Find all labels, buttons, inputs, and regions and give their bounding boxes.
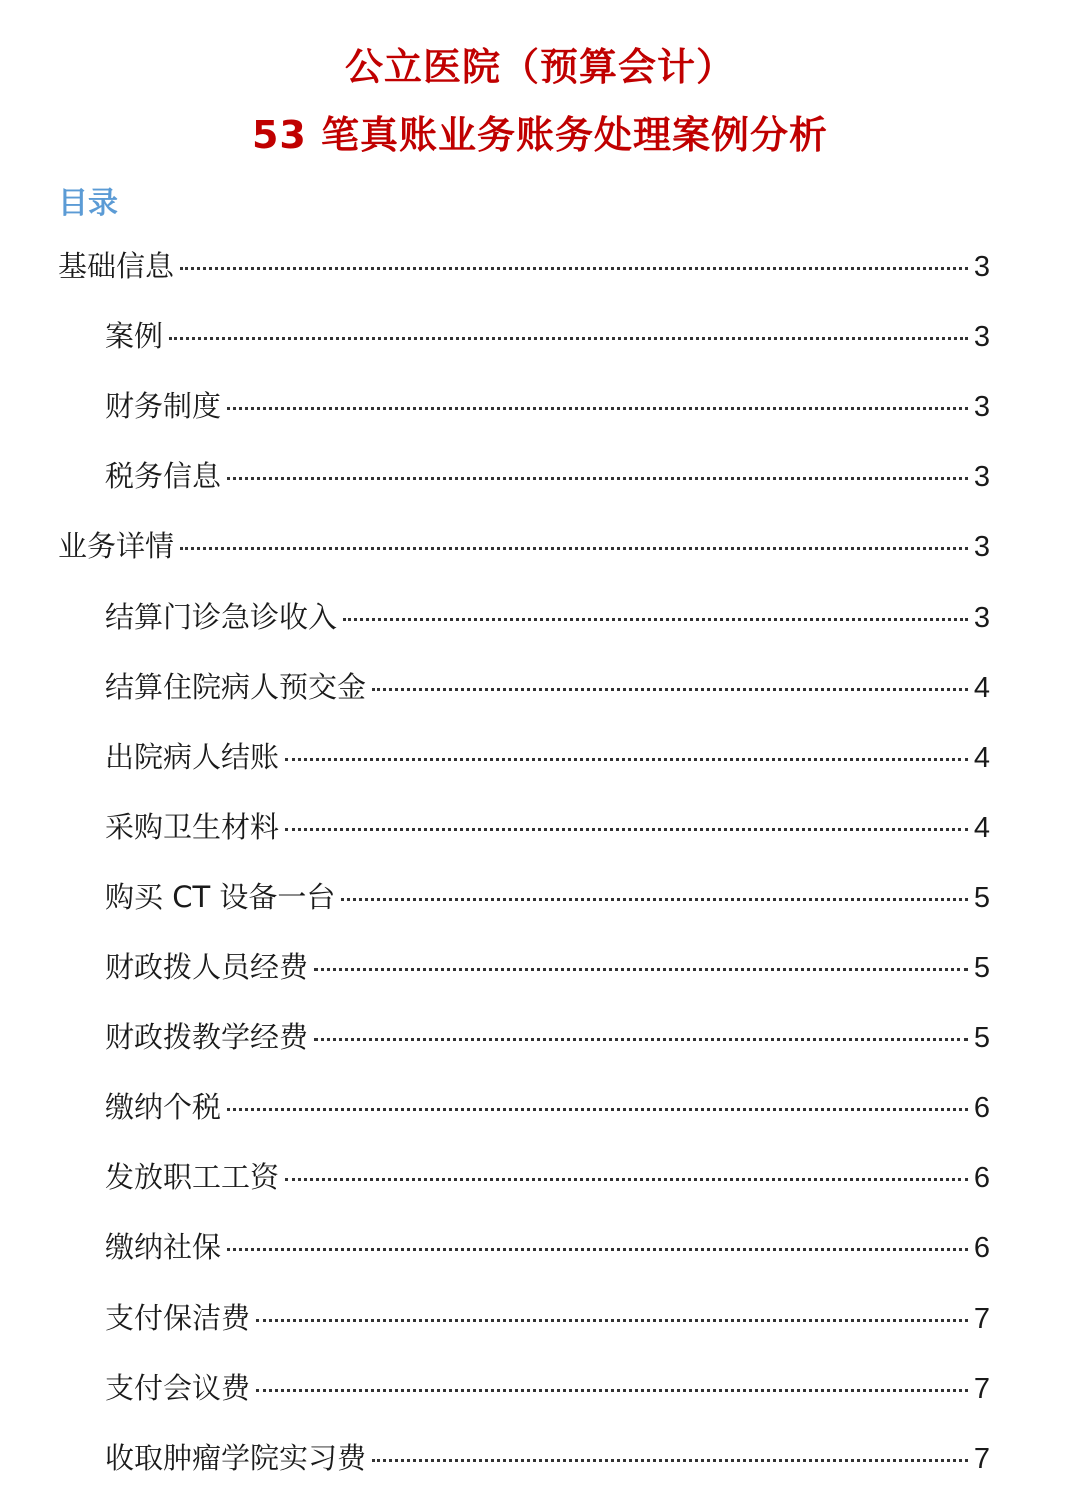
toc-entry[interactable] — [105, 1017, 990, 1057]
toc-entry[interactable] — [105, 456, 990, 496]
toc-entry-title: 支付会议费 — [105, 1370, 251, 1405]
toc-entry-page-number: 6 — [973, 1162, 990, 1195]
toc-entry-title: 税务信息 — [105, 459, 222, 494]
toc-entry[interactable] — [105, 597, 990, 637]
toc-dot-leader — [256, 1389, 968, 1392]
document-title-line-1: 公立医院（预算会计） — [344, 45, 735, 89]
toc-entry-page-number: 3 — [973, 321, 990, 354]
toc-entry[interactable] — [105, 737, 990, 777]
toc-dot-leader — [372, 688, 968, 691]
toc-entry-page-number: 4 — [973, 741, 990, 774]
toc-entry-title: 发放职工工资 — [105, 1160, 280, 1195]
toc-entry-page-number: 6 — [973, 1232, 990, 1265]
toc-entry-title: 出院病人结账 — [105, 739, 280, 774]
toc-dot-leader — [314, 968, 968, 971]
toc-entry[interactable] — [105, 1438, 990, 1478]
toc-dot-leader — [372, 1459, 968, 1462]
toc-entry-title: 结算门诊急诊收入 — [105, 599, 338, 634]
toc-entry-page-number: 5 — [973, 1022, 990, 1055]
toc-entry-title: 支付保洁费 — [105, 1300, 251, 1335]
toc-entry-page-number: 5 — [973, 952, 990, 984]
toc-entry-page-number: 7 — [973, 1442, 990, 1475]
toc-entry[interactable] — [105, 386, 990, 426]
toc-heading: 目录 — [58, 186, 118, 221]
toc-entry[interactable] — [105, 877, 990, 917]
toc-entry-page-number: 4 — [973, 671, 990, 704]
toc-entry-title: 收取肿瘤学院实习费 — [105, 1440, 367, 1475]
toc-dot-leader — [227, 1248, 968, 1251]
toc-dot-leader — [285, 828, 968, 831]
toc-dot-leader — [285, 758, 968, 761]
toc-dot-leader — [343, 618, 968, 621]
toc-entry-title: 缴纳个税 — [105, 1090, 222, 1125]
toc-entry-page-number: 4 — [973, 811, 990, 844]
toc-entry[interactable] — [105, 1298, 990, 1338]
toc-entry-title: 业务详情 — [58, 529, 175, 564]
toc-entry-page-number: 7 — [973, 1372, 990, 1405]
toc-entry-page-number: 6 — [973, 1092, 990, 1125]
toc-entry-title: 财政拨教学经费 — [105, 1020, 309, 1055]
toc-entry-title: 采购卫生材料 — [105, 809, 280, 844]
toc-entry-title: 财务制度 — [105, 389, 222, 424]
toc-entry[interactable] — [105, 316, 990, 356]
toc-entry[interactable] — [105, 1368, 990, 1408]
toc-entry[interactable] — [105, 1157, 990, 1197]
toc-entry-title: 购买 CT 设备一台 — [105, 879, 336, 914]
toc-dot-leader — [341, 898, 967, 901]
toc-entry[interactable] — [105, 1227, 990, 1267]
toc-entry-title: 财政拨人员经费 — [105, 950, 309, 984]
toc-entry-page-number: 3 — [973, 251, 990, 283]
toc-entry-title: 缴纳社保 — [105, 1230, 222, 1265]
toc-entry-title: 案例 — [105, 319, 164, 354]
toc-dot-leader — [227, 1108, 968, 1111]
toc-entry[interactable] — [105, 807, 990, 847]
toc-entry-page-number: 3 — [973, 391, 990, 424]
toc-entry-page-number: 5 — [973, 881, 990, 914]
toc-dot-leader — [169, 337, 968, 340]
toc-entry-page-number: 3 — [973, 601, 990, 634]
toc-dot-leader — [227, 407, 968, 410]
toc-dot-leader — [256, 1319, 968, 1322]
toc-dot-leader — [180, 267, 968, 270]
toc-entry[interactable] — [58, 246, 990, 286]
toc-entry[interactable] — [105, 1087, 990, 1127]
document-title-line-2: 53 笔真账业务账务处理案例分析 — [251, 113, 829, 157]
toc-entry-page-number: 7 — [973, 1302, 990, 1335]
toc-entry-title: 结算住院病人预交金 — [105, 669, 367, 704]
toc-dot-leader — [285, 1178, 968, 1181]
toc-dot-leader — [180, 547, 968, 550]
toc-entry-page-number: 3 — [973, 531, 990, 564]
toc-entry-title: 基础信息 — [58, 249, 175, 283]
toc-entry[interactable] — [105, 667, 990, 707]
toc-dot-leader — [314, 1038, 968, 1041]
toc-entry[interactable] — [105, 947, 990, 987]
toc-dot-leader — [227, 477, 968, 480]
toc-entry[interactable] — [58, 526, 990, 566]
toc-entry-page-number: 3 — [973, 461, 990, 494]
